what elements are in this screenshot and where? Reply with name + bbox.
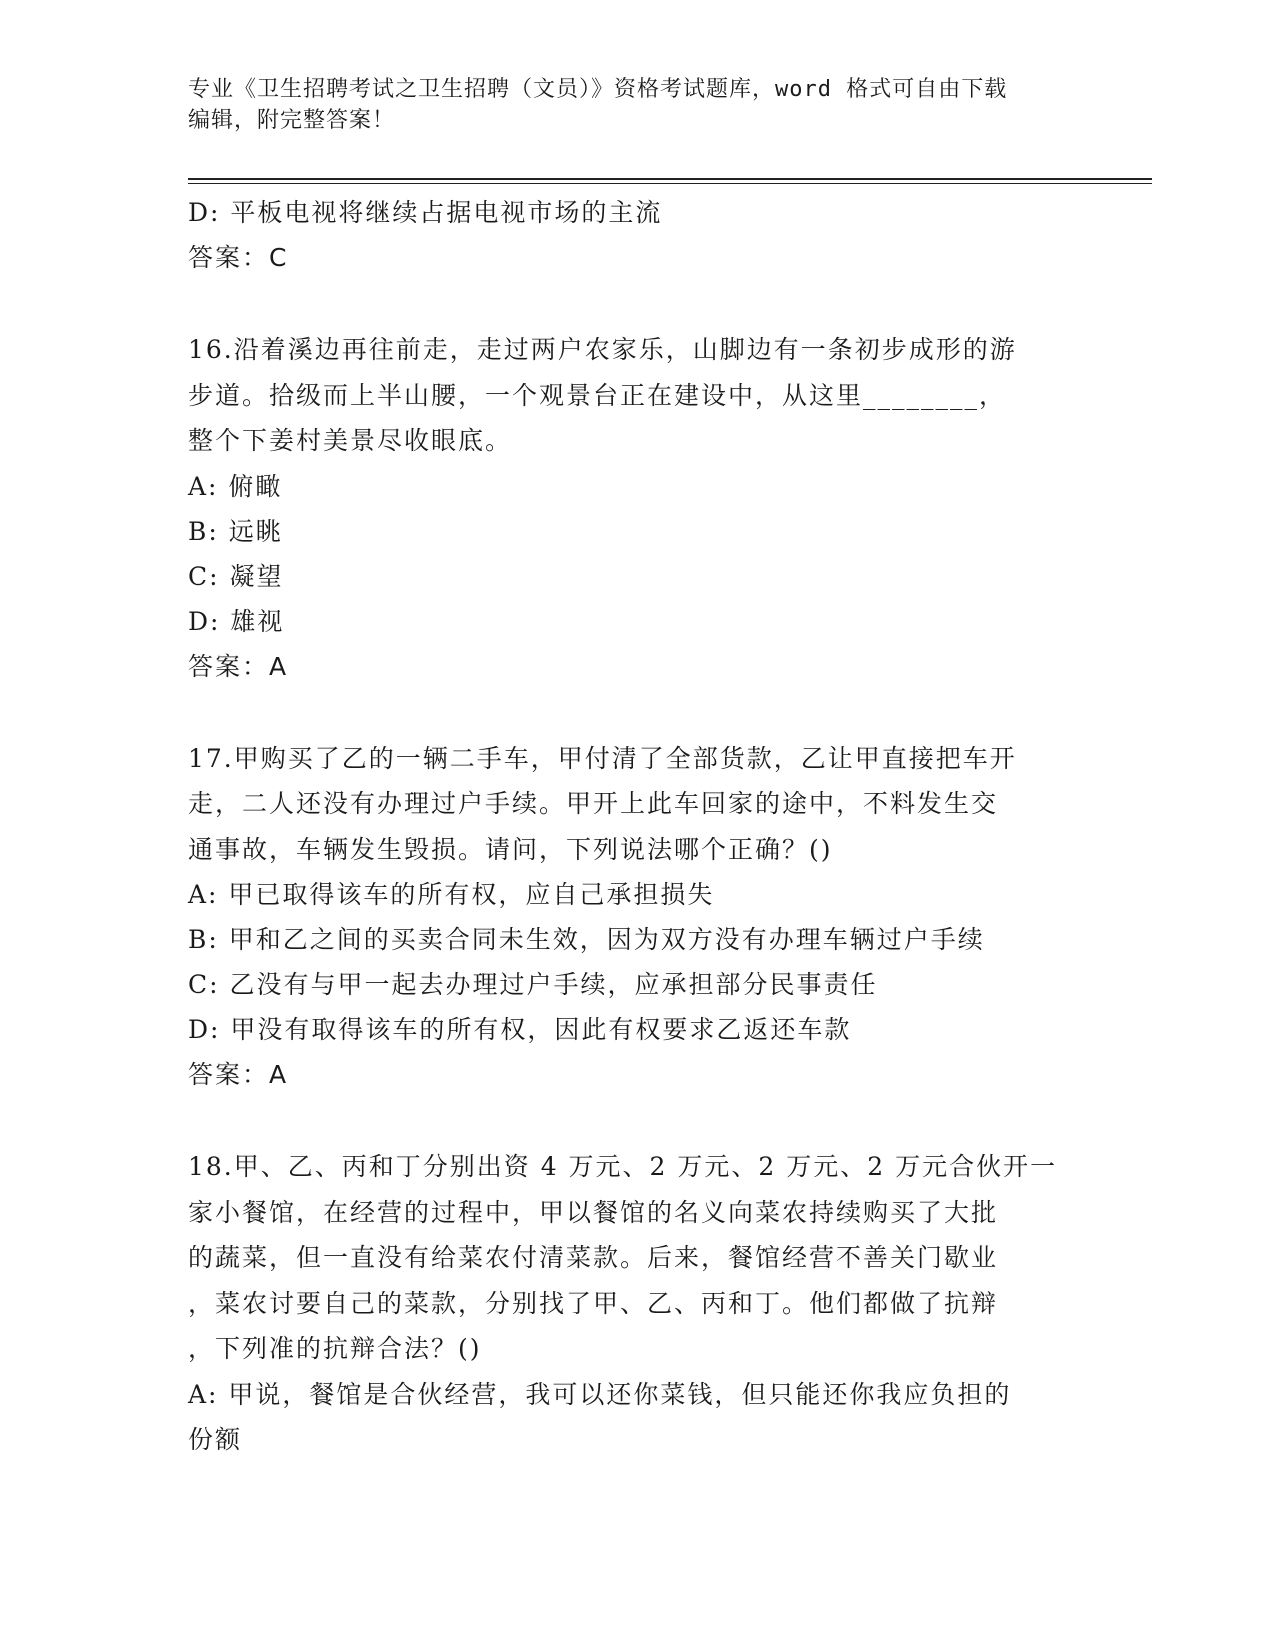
- answer-line: 答案：A: [188, 1060, 289, 1089]
- question-18: [188, 1144, 1088, 1462]
- option-a: A: 甲已取得该车的所有权，应自己承担损失: [188, 880, 715, 909]
- header-divider-thick: [188, 178, 1152, 180]
- question-stem-line: 的蔬菜，但一直没有给菜农付清菜款。后来，餐馆经营不善关门歇业: [188, 1243, 999, 1272]
- question-stem-line: 家小餐馆，在经营的过程中，甲以餐馆的名义向菜农持续购买了大批: [188, 1197, 999, 1227]
- question-17: [188, 736, 1088, 1098]
- question-stem-line: 18.甲、乙、丙和丁分别出资 4 万元、2 万元、2 万元、2 万元合伙开一: [188, 1152, 1058, 1181]
- option-c: C: 乙没有与甲一起去办理过户手续，应承担部分民事责任: [188, 970, 878, 999]
- option-a: A: 甲说，餐馆是合伙经营，我可以还你菜钱，但只能还你我应负担的: [188, 1379, 1012, 1409]
- header-line-1: 专业《卫生招聘考试之卫生招聘（文员）》资格考试题库，word 格式可自由下载: [188, 77, 1008, 102]
- header-divider-thin: [188, 183, 1152, 184]
- question-stem-line: ，菜农讨要自己的菜款，分别找了甲、乙、丙和丁。他们都做了抗辩: [188, 1288, 999, 1318]
- option-d: D: 平板电视将继续占据电视市场的主流: [188, 198, 663, 227]
- option-c: C: 凝望: [188, 561, 284, 591]
- question-stem-line: 步道。拾级而上半山腰，一个观景台正在建设中，从这里________，: [188, 380, 1007, 410]
- question-stem-line: 走，二人还没有办理过户手续。甲开上此车回家的途中，不料发生交: [188, 789, 999, 818]
- answer-line: 答案：A: [188, 651, 289, 681]
- option-a: A: 俯瞰: [188, 471, 283, 501]
- header-line-2: 编辑，附完整答案！: [188, 108, 396, 133]
- answer-line: 答案：C: [188, 243, 289, 272]
- question-stem-line: ，下列准的抗辩合法？(): [188, 1334, 482, 1363]
- question-stem-line: 16.沿着溪边再往前走，走过两户农家乐，山脚边有一条初步成形的游: [188, 335, 1017, 364]
- option-d: D: 雄视: [188, 606, 285, 636]
- option-d: D: 甲没有取得该车的所有权，因此有权要求乙返还车款: [188, 1015, 852, 1044]
- option-a-continued: 份额: [188, 1424, 243, 1454]
- question-16: [188, 327, 1088, 689]
- page-header: [188, 74, 1068, 136]
- option-b: B: 甲和乙之间的买卖合同未生效，因为双方没有办理车辆过户手续: [188, 925, 985, 954]
- question-stem-line: 整个下姜村美景尽收眼底。: [188, 426, 513, 455]
- previous-question-tail: [188, 190, 1088, 280]
- document-body: [188, 190, 1088, 1462]
- question-stem-line: 通事故，车辆发生毁损。请问，下列说法哪个正确？(): [188, 834, 833, 864]
- question-stem-line: 17.甲购买了乙的一辆二手车，甲付清了全部货款，乙让甲直接把车开: [188, 743, 1017, 773]
- option-b: B: 远眺: [188, 516, 283, 546]
